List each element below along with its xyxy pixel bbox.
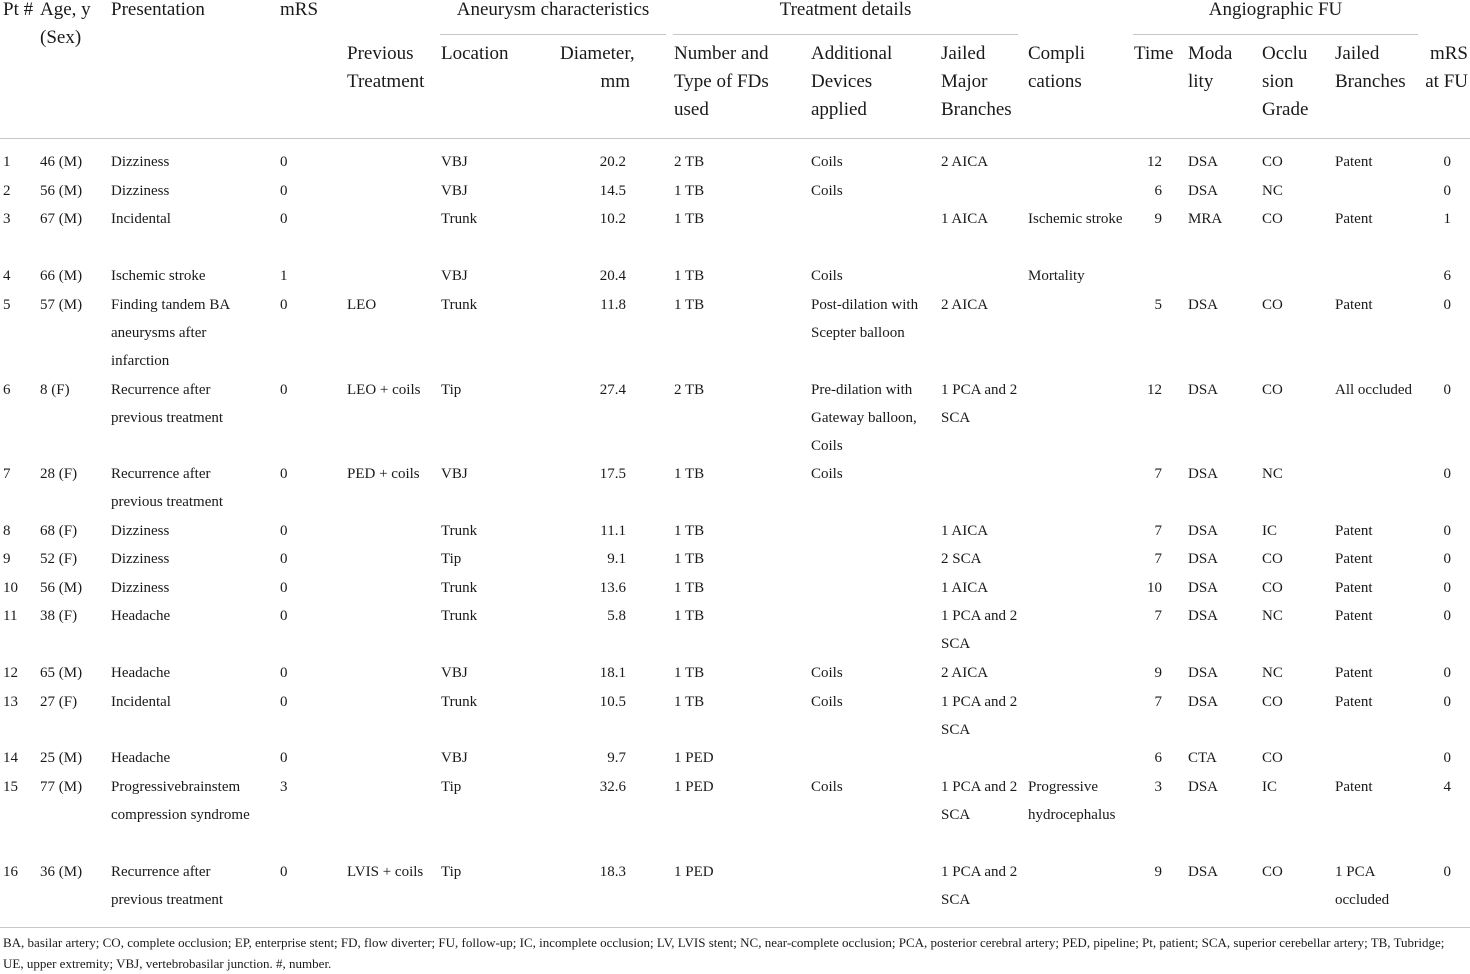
table-cell-jailed: 1 PCA and 2 SCA	[941, 382, 1018, 426]
table-cell-time: 6	[1154, 183, 1162, 199]
header-mrs: mRS	[280, 0, 319, 20]
table-cell-occlusion: CO	[1262, 694, 1283, 710]
table-cell-modality: DSA	[1188, 608, 1219, 624]
table-cell-fds: 1 TB	[674, 551, 705, 567]
table-cell-jailed: 1 PCA and 2 SCA	[941, 694, 1018, 738]
table-cell-fds: 1 TB	[674, 694, 705, 710]
table-cell-pt: 9	[3, 551, 11, 567]
table-cell-fds: 2 TB	[674, 382, 705, 398]
table-cell-diameter: 11.1	[600, 523, 626, 539]
table-cell-mrs-fu: 0	[1443, 750, 1451, 766]
table-cell-mrs: 0	[280, 297, 288, 313]
table-cell-time: 7	[1154, 551, 1162, 567]
table-cell-prev: PED + coils	[347, 466, 420, 482]
table-cell-presentation: Recurrence after previous treatment	[111, 864, 224, 908]
table-cell-mrs-fu: 0	[1443, 665, 1451, 681]
table-cell-pt: 16	[3, 864, 18, 880]
table-cell-pt: 6	[3, 382, 11, 398]
table-cell-location: VBJ	[441, 268, 468, 284]
table-cell-pt: 3	[3, 211, 11, 227]
table-cell-location: VBJ	[441, 183, 468, 199]
table-cell-jailed-fu: Patent	[1335, 551, 1373, 567]
table-cell-mrs: 0	[280, 154, 288, 170]
table-cell-mrs: 0	[280, 694, 288, 710]
table-cell-jailed-fu: Patent	[1335, 211, 1373, 227]
table-cell-jailed: 1 AICA	[941, 211, 989, 227]
table-cell-pt: 11	[3, 608, 18, 624]
table-cell-location: Trunk	[441, 694, 478, 710]
table-cell-diameter: 18.1	[599, 665, 626, 681]
group-underline-fu	[1133, 34, 1418, 35]
table-cell-fds: 1 TB	[674, 211, 705, 227]
table-cell-diameter: 20.4	[599, 268, 626, 284]
header-presentation: Presentation	[111, 0, 205, 20]
table-cell-occlusion: CO	[1262, 580, 1283, 596]
table-cell-modality: DSA	[1188, 154, 1219, 170]
table-cell-location: Trunk	[441, 297, 478, 313]
table-cell-diameter: 27.4	[599, 382, 626, 398]
table-cell-occlusion: IC	[1262, 523, 1277, 539]
table-cell-fds: 1 PED	[674, 779, 714, 795]
table-cell-presentation: Headache	[111, 608, 171, 624]
header-occlusion-grade: Occlu sion Grade	[1262, 43, 1309, 120]
table-cell-mrs-fu: 0	[1443, 580, 1451, 596]
table-cell-mrs-fu: 0	[1443, 694, 1451, 710]
table-cell-location: Tip	[441, 551, 462, 567]
table-cell-mrs-fu: 0	[1443, 382, 1451, 398]
table-cell-presentation: Incidental	[111, 211, 171, 227]
table-cell-presentation: Incidental	[111, 694, 171, 710]
table-cell-occlusion: CO	[1262, 297, 1283, 313]
table-cell-fds: 1 TB	[674, 665, 705, 681]
table-cell-jailed: 2 AICA	[941, 297, 989, 313]
table-cell-diameter: 11.8	[600, 297, 626, 313]
table-cell-time: 9	[1154, 665, 1162, 681]
table-cell-mrs-fu: 0	[1443, 154, 1451, 170]
table-cell-modality: DSA	[1188, 694, 1219, 710]
table-cell-prev: LEO	[347, 297, 377, 313]
table-cell-fds: 1 TB	[674, 523, 705, 539]
table-cell-pt: 1	[3, 154, 11, 170]
header-additional-devices: Additional Devices applied	[811, 43, 893, 120]
table-cell-jailed-fu: Patent	[1335, 608, 1373, 624]
table-cell-occlusion: NC	[1262, 608, 1283, 624]
table-cell-age: 46 (M)	[40, 154, 83, 170]
table-cell-presentation: Dizziness	[111, 183, 170, 199]
table-cell-additional: Post-dilation with Scepter balloon	[811, 297, 919, 341]
table-cell-age: 8 (F)	[40, 382, 70, 398]
table-cell-diameter: 32.6	[599, 779, 626, 795]
table-cell-time: 3	[1154, 779, 1162, 795]
table-cell-time: 7	[1154, 694, 1162, 710]
table-cell-complications: Progressive hydrocephalus	[1028, 779, 1116, 823]
table-cell-pt: 7	[3, 466, 11, 482]
table-cell-fds: 1 TB	[674, 183, 705, 199]
table-cell-modality: DSA	[1188, 864, 1219, 880]
table-cell-diameter: 9.7	[607, 750, 626, 766]
table-cell-diameter: 20.2	[599, 154, 626, 170]
table-cell-pt: 13	[3, 694, 18, 710]
table-cell-presentation: Recurrence after previous treatment	[111, 382, 224, 426]
table-cell-mrs: 0	[280, 580, 288, 596]
table-cell-presentation: Dizziness	[111, 551, 170, 567]
table-cell-fds: 1 PED	[674, 864, 714, 880]
table-cell-age: 65 (M)	[40, 665, 83, 681]
table-cell-mrs-fu: 4	[1443, 779, 1451, 795]
header-group-aneurysm-characteristics: Aneurysm characteristics	[456, 0, 650, 20]
table-cell-fds: 1 TB	[674, 268, 705, 284]
table-cell-location: Tip	[441, 779, 462, 795]
header-jailed-branches-fu: Jailed Branches	[1335, 43, 1406, 92]
table-cell-mrs-fu: 0	[1443, 523, 1451, 539]
table-cell-occlusion: CO	[1262, 382, 1283, 398]
table-cell-jailed-fu: Patent	[1335, 580, 1373, 596]
table-cell-jailed-fu: Patent	[1335, 523, 1373, 539]
table-cell-jailed: 2 SCA	[941, 551, 982, 567]
table-cell-age: 36 (M)	[40, 864, 83, 880]
table-cell-jailed: 1 PCA and 2 SCA	[941, 608, 1018, 652]
table-cell-additional: Coils	[811, 466, 843, 482]
table-cell-time: 12	[1147, 154, 1162, 170]
header-number-type-fds: Number and Type of FDs used	[674, 43, 769, 120]
header-previous-treatment: Previous Treatment	[347, 43, 425, 92]
header-age-sex: Age, y (Sex)	[40, 0, 91, 48]
table-cell-diameter: 5.8	[607, 608, 626, 624]
table-cell-mrs-fu: 0	[1443, 466, 1451, 482]
table-cell-modality: DSA	[1188, 665, 1219, 681]
table-cell-age: 28 (F)	[40, 466, 78, 482]
table-cell-fds: 2 TB	[674, 154, 705, 170]
header-complications: Compli cations	[1028, 43, 1086, 92]
table-cell-mrs: 3	[280, 779, 288, 795]
table-cell-location: Tip	[441, 382, 462, 398]
table-cell-location: VBJ	[441, 466, 468, 482]
table-cell-jailed: 2 AICA	[941, 154, 989, 170]
table-cell-additional: Coils	[811, 268, 843, 284]
table-cell-presentation: Headache	[111, 750, 171, 766]
table-cell-additional: Coils	[811, 665, 843, 681]
table-cell-location: VBJ	[441, 665, 468, 681]
table-cell-fds: 1 TB	[674, 580, 705, 596]
table-cell-modality: MRA	[1188, 211, 1223, 227]
table-cell-pt: 14	[3, 750, 18, 766]
table-cell-age: 77 (M)	[40, 779, 83, 795]
table-cell-mrs-fu: 0	[1443, 297, 1451, 313]
table-cell-mrs-fu: 0	[1443, 864, 1451, 880]
table-cell-modality: DSA	[1188, 183, 1219, 199]
table-cell-additional: Coils	[811, 779, 843, 795]
table-cell-time: 12	[1147, 382, 1162, 398]
header-pt: Pt #	[3, 0, 34, 20]
table-cell-modality: DSA	[1188, 580, 1219, 596]
table-cell-jailed-fu: Patent	[1335, 694, 1373, 710]
table-cell-age: 68 (F)	[40, 523, 78, 539]
table-cell-prev: LVIS + coils	[347, 864, 424, 880]
table-cell-pt: 15	[3, 779, 18, 795]
table-cell-diameter: 14.5	[599, 183, 626, 199]
table-cell-modality: DSA	[1188, 297, 1219, 313]
table-cell-jailed-fu: Patent	[1335, 665, 1373, 681]
table-cell-mrs-fu: 0	[1443, 608, 1451, 624]
table-cell-mrs: 0	[280, 750, 288, 766]
table-cell-jailed-fu: Patent	[1335, 779, 1373, 795]
table-cell-time: 10	[1147, 580, 1162, 596]
table-cell-location: Tip	[441, 864, 462, 880]
table-cell-time: 5	[1154, 297, 1162, 313]
table-cell-mrs: 0	[280, 665, 288, 681]
table-cell-diameter: 9.1	[607, 551, 626, 567]
table-cell-jailed: 1 PCA and 2 SCA	[941, 779, 1018, 823]
table-cell-presentation: Dizziness	[111, 154, 170, 170]
table-cell-presentation: Dizziness	[111, 580, 170, 596]
table-cell-location: Trunk	[441, 523, 478, 539]
table-cell-presentation: Finding tandem BA aneurysms after infarction	[111, 297, 230, 369]
table-cell-occlusion: NC	[1262, 665, 1283, 681]
table-cell-presentation: Ischemic stroke	[111, 268, 206, 284]
table-cell-modality: DSA	[1188, 382, 1219, 398]
table-cell-age: 52 (F)	[40, 551, 78, 567]
table-cell-time: 9	[1154, 211, 1162, 227]
group-underline-aneurysm	[440, 34, 666, 35]
table-cell-presentation: Recurrence after previous treatment	[111, 466, 224, 510]
table-cell-jailed: 1 PCA and 2 SCA	[941, 864, 1018, 908]
table-cell-presentation: Headache	[111, 665, 171, 681]
table-cell-age: 66 (M)	[40, 268, 83, 284]
table-cell-modality: CTA	[1188, 750, 1217, 766]
table-cell-fds: 1 TB	[674, 297, 705, 313]
table-cell-mrs: 0	[280, 608, 288, 624]
table-cell-occlusion: NC	[1262, 466, 1283, 482]
table-cell-time: 6	[1154, 750, 1162, 766]
table-cell-jailed: 1 AICA	[941, 523, 989, 539]
table-cell-mrs: 0	[280, 211, 288, 227]
table-cell-time: 7	[1154, 466, 1162, 482]
table-cell-location: VBJ	[441, 154, 468, 170]
table-cell-pt: 2	[3, 183, 11, 199]
table-cell-age: 25 (M)	[40, 750, 83, 766]
table-cell-diameter: 18.3	[599, 864, 626, 880]
table-cell-prev: LEO + coils	[347, 382, 421, 398]
table-cell-occlusion: CO	[1262, 551, 1283, 567]
table-cell-pt: 12	[3, 665, 18, 681]
table-cell-occlusion: NC	[1262, 183, 1283, 199]
table-cell-mrs-fu: 0	[1443, 551, 1451, 567]
table-cell-mrs: 1	[280, 268, 288, 284]
table-cell-age: 56 (M)	[40, 580, 83, 596]
table-cell-occlusion: CO	[1262, 211, 1283, 227]
table-cell-additional: Coils	[811, 183, 843, 199]
table-cell-pt: 8	[3, 523, 11, 539]
table-cell-fds: 1 PED	[674, 750, 714, 766]
table-cell-additional: Coils	[811, 694, 843, 710]
header-group-treatment-details: Treatment details	[779, 0, 912, 20]
table-cell-additional: Coils	[811, 154, 843, 170]
header-diameter: Diameter, mm	[560, 43, 635, 92]
table-cell-mrs: 0	[280, 382, 288, 398]
table-cell-mrs: 0	[280, 864, 288, 880]
header-modality: Moda lity	[1188, 43, 1233, 92]
table-cell-age: 56 (M)	[40, 183, 83, 199]
table-cell-location: Trunk	[441, 211, 478, 227]
table-footnote: BA, basilar artery; CO, complete occlusion; EP, enterprise stent; FD, flow diverter; FU, follow-up; IC, incomplete occlusion; LV, LVIS stent; NC, near-complete occlusion; PCA, posterior cerebral artery; PED, pipeline; Pt, patient; SCA, superior cerebellar artery; TB, Tubridge; UE, upper extremity; VBJ, vertebrobasilar junction. #, number.	[3, 935, 1445, 971]
table-cell-time: 9	[1154, 864, 1162, 880]
table-cell-diameter: 17.5	[599, 466, 626, 482]
table-cell-modality: DSA	[1188, 466, 1219, 482]
table-cell-age: 27 (F)	[40, 694, 78, 710]
table-cell-jailed-fu: Patent	[1335, 154, 1373, 170]
table-cell-location: VBJ	[441, 750, 468, 766]
table-cell-occlusion: IC	[1262, 779, 1277, 795]
table-cell-jailed-fu: Patent	[1335, 297, 1373, 313]
table-cell-mrs: 0	[280, 183, 288, 199]
table-cell-mrs: 0	[280, 466, 288, 482]
table-cell-jailed-fu: All occluded	[1335, 382, 1413, 398]
table-cell-fds: 1 TB	[674, 608, 705, 624]
table-cell-pt: 5	[3, 297, 11, 313]
table-cell-diameter: 13.6	[599, 580, 626, 596]
table-cell-mrs: 0	[280, 551, 288, 567]
table-cell-complications: Mortality	[1028, 268, 1085, 284]
table-cell-occlusion: CO	[1262, 750, 1283, 766]
table-cell-additional: Pre-dilation with Gateway balloon, Coils	[811, 382, 917, 454]
table-bottom-rule	[0, 927, 1470, 928]
table-cell-mrs: 0	[280, 523, 288, 539]
table-cell-modality: DSA	[1188, 523, 1219, 539]
header-location: Location	[441, 43, 509, 64]
table-cell-pt: 4	[3, 268, 11, 284]
table-cell-fds: 1 TB	[674, 466, 705, 482]
table-cell-age: 67 (M)	[40, 211, 83, 227]
table-cell-age: 57 (M)	[40, 297, 83, 313]
group-underline-treatment	[673, 34, 1018, 35]
header-jailed-major-branches: Jailed Major Branches	[941, 43, 1012, 120]
table-cell-jailed: 1 AICA	[941, 580, 989, 596]
table-cell-mrs-fu: 1	[1443, 211, 1451, 227]
table-cell-jailed-fu: 1 PCA occluded	[1335, 864, 1390, 908]
header-separator	[0, 138, 1470, 139]
table-cell-occlusion: CO	[1262, 154, 1283, 170]
table-cell-time: 7	[1154, 523, 1162, 539]
header-mrs-at-fu: mRS at FU	[1425, 43, 1468, 92]
table-cell-pt: 10	[3, 580, 18, 596]
table-cell-modality: DSA	[1188, 779, 1219, 795]
table-cell-presentation: Dizziness	[111, 523, 170, 539]
table-cell-complications: Ischemic stroke	[1028, 211, 1123, 227]
table-cell-time: 7	[1154, 608, 1162, 624]
table-cell-age: 38 (F)	[40, 608, 78, 624]
table-cell-diameter: 10.5	[599, 694, 626, 710]
table-cell-presentation: Progressivebrainstem compression syndrome	[111, 779, 250, 823]
table-cell-diameter: 10.2	[599, 211, 626, 227]
header-time: Time	[1134, 43, 1174, 64]
table-cell-mrs-fu: 6	[1443, 268, 1451, 284]
table-cell-jailed: 2 AICA	[941, 665, 989, 681]
header-group-angiographic-fu: Angiographic FU	[1208, 0, 1343, 20]
table-cell-modality: DSA	[1188, 551, 1219, 567]
table-cell-mrs-fu: 0	[1443, 183, 1451, 199]
table-cell-occlusion: CO	[1262, 864, 1283, 880]
table-cell-location: Trunk	[441, 580, 478, 596]
table-cell-location: Trunk	[441, 608, 478, 624]
